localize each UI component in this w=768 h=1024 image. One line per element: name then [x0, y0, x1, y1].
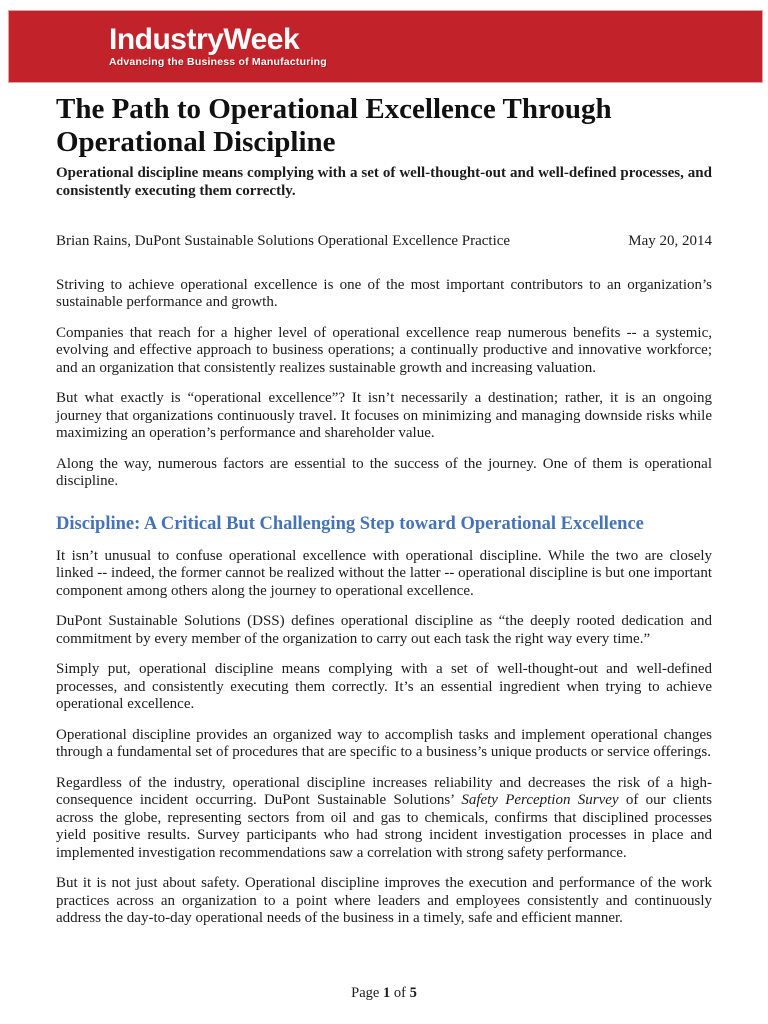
paragraph-what-exactly: But what exactly is “operational excellence”? It isn’t necessarily a destination; rather, it is an ongoing journey that organizations continuously travel. It focuses on minimizing and managing downside risks while maximizing an operation’s performance and shareholder value.: [56, 390, 712, 441]
paragraph-not-just-safety: But it is not just about safety. Operational discipline improves the execution and performance of the work practices across an organization to a point where leaders and employees consistently and continuously address the day-to-day operational needs of the business in a timely, safe and efficient manner.: [56, 875, 712, 926]
paragraph-striving: Striving to achieve operational excellence is one of the most important contributors to an organization’s sustainable performance and growth.: [56, 276, 712, 310]
industryweek-logo: [9, 22, 327, 69]
section-heading: Discipline: A Critical But Challenging Step toward Operational Excellence: [56, 513, 644, 534]
page-footer: [0, 985, 768, 1002]
footer-page-label: Page: [351, 985, 380, 1001]
article-date: May 20, 2014: [628, 233, 712, 249]
logo-tagline: Advancing the Business of Manufacturing: [109, 55, 327, 68]
survey-text-before: Regardless of the industry, operational discipline increases reliability and decreases the risk of a high-consequence incident occurring. DuPont Sustainable Solutions’: [56, 774, 712, 808]
paragraph-survey: [56, 775, 712, 863]
paragraph-dss-defines: DuPont Sustainable Solutions (DSS) defines operational discipline as “the deeply rooted dedication and commitment by every member of the organization to carry out each task the right way every time.”: [56, 613, 712, 647]
survey-text-after: of our clients across the globe, representing sectors from oil and gas to chemicals, confirms that disciplined processes yield positive results. Survey participants who had strong incident investigation processes in place and implemented investigation recommendations saw a correlation with strong safety performance.: [56, 792, 712, 861]
industryweek-banner: [8, 10, 763, 83]
article-body: [0, 83, 768, 928]
footer-total-pages: 5: [409, 985, 417, 1001]
paragraph-confuse: It isn’t unusual to confuse operational excellence with operational discipline. While the two are closely linked -- indeed, the former cannot be realized without the latter -- operational discipline is but one important component among others along the journey to operational excellence.: [56, 547, 712, 599]
paragraph-organized-way: Operational discipline provides an organized way to accomplish tasks and implement operational changes through a fundamental set of procedures that are specific to a business’s unique products or service offerings.: [56, 726, 712, 760]
author-line: Brian Rains, DuPont Sustainable Solutions Operational Excellence Practice: [56, 233, 511, 249]
article-title: The Path to Operational Excellence Through Operational Discipline: [56, 93, 612, 158]
survey-title-italic: Safety Perception Survey: [461, 792, 619, 808]
logo-wordmark: IndustryWeek: [109, 22, 300, 56]
footer-page-number: 1: [382, 985, 391, 1001]
byline-row: [56, 233, 712, 251]
paragraph-companies: Companies that reach for a higher level of operational excellence reap numerous benefits -- a systemic, evolving and effective approach to business operations; a continually productive and innovative workforce; and an organization that consistently realizes sustainable growth and increasing valuation.: [56, 324, 712, 376]
footer-of-label: of: [393, 985, 406, 1001]
paragraph-along-the-way: Along the way, numerous factors are essential to the success of the journey. One of them is operational discipline.: [56, 455, 712, 489]
paragraph-simply-put: Simply put, operational discipline means complying with a set of well-thought-out and well-defined processes, and consistently executing them correctly. It’s an essential ingredient when trying to achieve operational excellence.: [56, 661, 712, 712]
article-subtitle: Operational discipline means complying with a set of well-thought-out and well-defined processes, and consistently executing them correctly.: [56, 165, 712, 199]
